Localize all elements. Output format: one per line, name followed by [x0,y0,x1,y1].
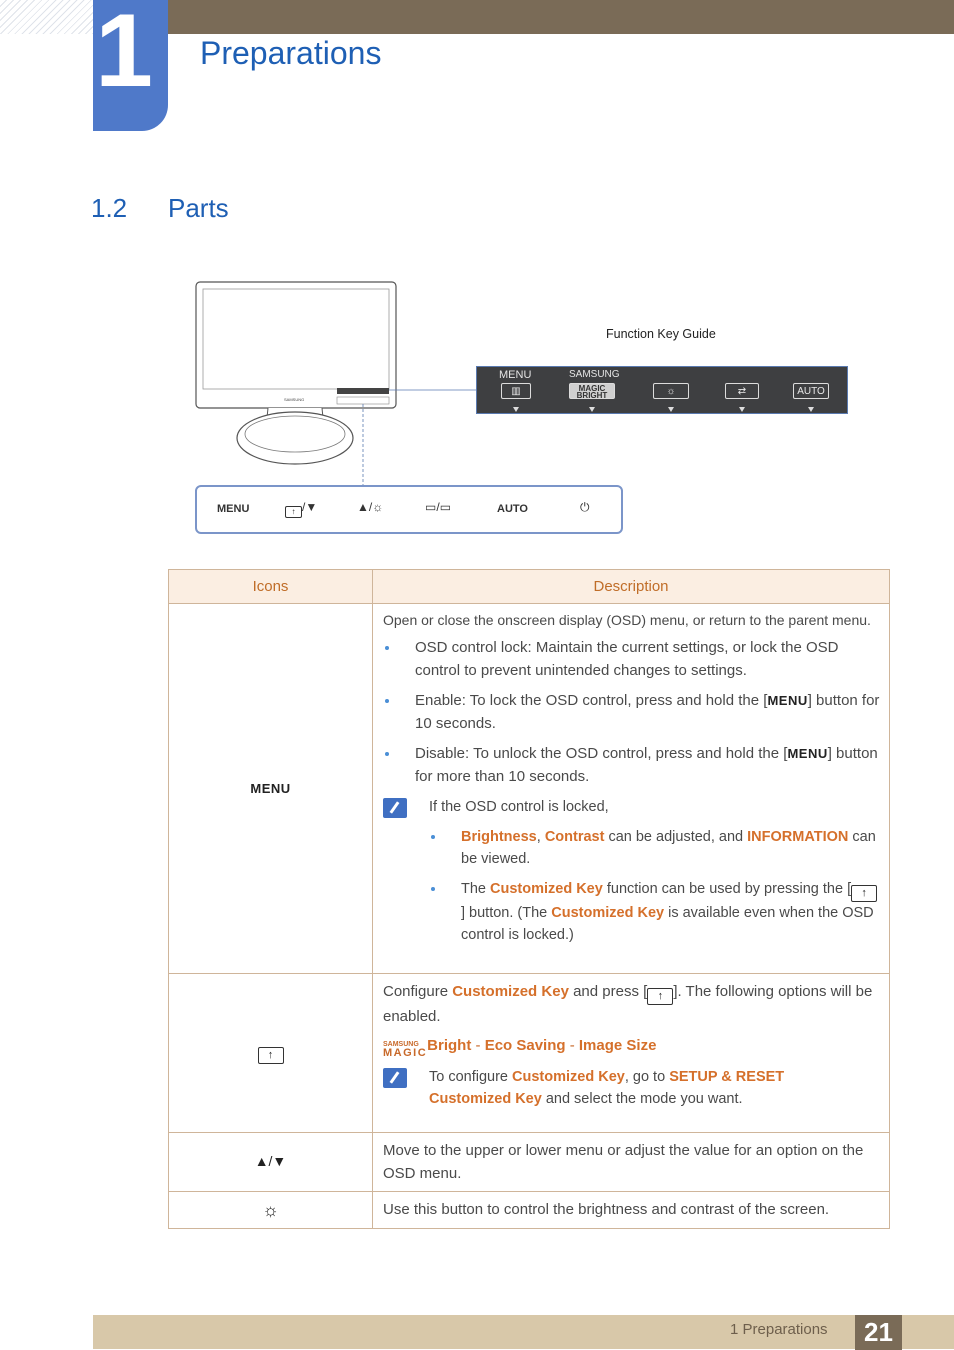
description-cell [373,974,890,1133]
function-key-guide-label: Function Key Guide [606,327,716,341]
header-icons: Icons [169,570,373,604]
list-item: Enable: To lock the OSD control, press and hold the [MENU] button for 10 seconds. [383,689,881,735]
panel-auto-button[interactable]: AUTO [497,503,528,515]
chapter-number: 1 [95,0,153,109]
row1-note-list [429,826,881,946]
brightness-icon: ☼ [262,1199,279,1220]
customized-key-icon: ↑ [647,988,673,1005]
table-row [169,974,890,1133]
panel-menu-button[interactable]: MENU [217,503,250,515]
row2-intro: Configure Customized Key and press [ ↑ ]. The following options will be enabled. [383,983,873,1025]
parts-table [168,569,890,1229]
up-down-arrow-icon: ▲/▼ [254,1153,287,1169]
description-cell [373,1192,890,1229]
guide-arrow-icon [808,407,814,412]
description-cell [373,1133,890,1192]
menu-icon: MENU [787,746,828,761]
panel-customized-key-icon[interactable]: ↑ /▼ [285,500,317,518]
row1-intro: Open or close the onscreen display (OSD) menu, or return to the parent menu. [383,612,871,628]
button-panel [195,485,623,534]
row1-note: If the OSD control is locked, Brightness, Contrast can be adjusted, and INFORMATION can be viewed. The Customized Key function can be used by pressing the [ ↑] button. (The Customized Key is available even when the OSD control is locked.) [383,796,881,946]
menu-icon: MENU [767,693,808,708]
customized-key-icon: ↑ [258,1047,284,1064]
menu-icon: MENU [250,780,291,796]
header-bar [168,0,954,34]
header-description: Description [373,570,890,604]
list-item: Disable: To unlock the OSD control, press and hold the [MENU] button for more than 10 seconds. [383,742,881,788]
list-item: OSD control lock: Maintain the current settings, or lock the OSD control to prevent unintended changes to settings. [383,636,881,682]
list-item: Brightness, Contrast can be adjusted, and INFORMATION can be viewed. [429,826,881,870]
row1-bullets [383,636,881,788]
table-row [169,604,890,974]
customized-key-icon: ↑ [851,885,877,902]
guide-samsung-label: SAMSUNG [569,369,620,380]
icon-cell [169,1192,373,1229]
header-hatch [0,0,93,34]
guide-arrow-icon [668,407,674,412]
table-row [169,1133,890,1192]
section-number: 1.2 [91,193,128,223]
row3-text: Move to the upper or lower menu or adjust the value for an option on the OSD menu. [383,1142,864,1182]
guide-arrow-icon [739,407,745,412]
section-title: Parts [168,193,229,223]
page-number: 21 [855,1315,902,1350]
monitor-logo: SAMSUNG [284,397,305,402]
icon-cell [169,1133,373,1192]
guide-source-key-icon: ⇄ [725,383,759,399]
table-header-row [169,570,890,604]
note-icon [383,798,407,818]
row4-text: Use this button to control the brightness and contrast of the screen. [383,1201,830,1218]
footer-chapter-label: 1 Preparations [730,1321,828,1338]
icon-cell [169,604,373,974]
list-item: The Customized Key function can be used by pressing the [ ↑] button. (The Customized Key is available even when the OSD control is locked.) [429,878,881,946]
power-icon[interactable]: ⏻ [580,500,590,514]
guide-arrow-icon [589,407,595,412]
guide-menu-label: MENU [499,369,532,381]
samsung-magic-logo: SAMSUNG MAGIC [383,1041,428,1059]
icon-cell [169,974,373,1133]
chapter-title: Preparations [200,35,382,71]
description-cell [373,604,890,974]
row2-note: To configure Customized Key, go to SETUP & RESET Customized Key and select the mode you want. [383,1066,881,1110]
panel-source-enter-button[interactable]: ▭/▭ [425,500,452,514]
guide-magic-bright-key-icon: MAGIC BRIGHT [569,383,615,399]
guide-menu-key-icon: ▥ [501,383,531,399]
table-row [169,1192,890,1229]
function-key-guide [476,366,848,414]
guide-auto-key: AUTO [793,383,829,399]
note-icon [383,1068,407,1088]
panel-up-brightness-button[interactable]: ▲/☼ [357,500,384,514]
guide-arrow-icon [513,407,519,412]
guide-brightness-key-icon: ☼ [653,383,689,399]
row2-options: SAMSUNG MAGIC Bright - Eco Saving - Image Size [383,1037,657,1059]
